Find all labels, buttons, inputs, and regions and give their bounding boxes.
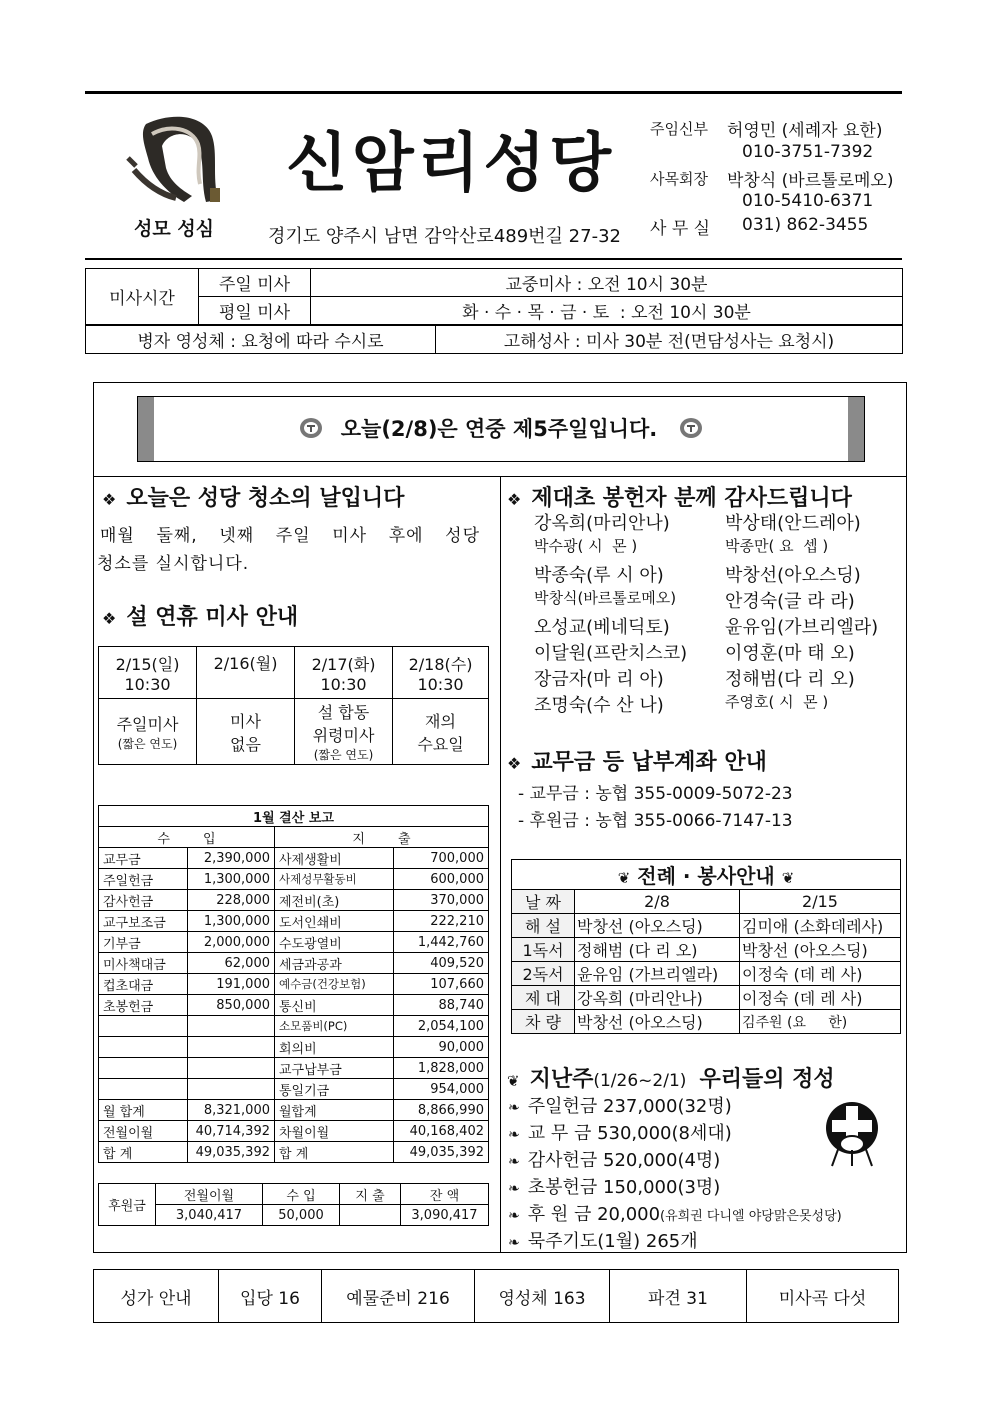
finance-expense-item: 통신비 (275, 995, 394, 1016)
finance-income-amount: 2,000,000 (188, 932, 275, 953)
leaf-bullet-icon: ❧ (508, 1154, 520, 1170)
donor-name: 이달원(프란치스코) (534, 643, 688, 664)
finance-expense-item: 소모품비(PC) (275, 1016, 394, 1037)
confession-info: 고해성사 : 미사 30분 전(면담성사는 요청시) (436, 326, 903, 354)
contact-phone-priest: 010-3751-7392 (742, 142, 874, 162)
liturgy-row (512, 986, 901, 1010)
right-ornament-icon (679, 417, 703, 439)
finance-row (99, 869, 489, 890)
finance-expense-item: 월합계 (275, 1100, 394, 1121)
holiday-time-3: 10:30 (417, 674, 464, 694)
finance-expense-item: 교구납부금 (275, 1058, 394, 1079)
finance-income-amount: 228,000 (188, 890, 275, 911)
finance-income-item: 컵초대금 (99, 974, 188, 995)
header-bottom-rule (85, 258, 902, 260)
mass-type-sunday: 주일 미사 (199, 269, 311, 297)
contact-phone-president: 010-5410-6371 (742, 191, 874, 211)
holiday-desc-1b: 없음 (230, 734, 261, 754)
liturgy-minister: 이정숙 (데 레 사) (740, 962, 901, 986)
finance-row (99, 848, 489, 869)
finance-income-amount: 191,000 (188, 974, 275, 995)
contact-label-president: 사목회장 (650, 170, 708, 188)
hymn-offertory: 예물준비 216 (322, 1270, 475, 1323)
finance-income-item: 합 계 (99, 1142, 188, 1163)
cleaning-section-title: ❖ 오늘은 성당 청소의 날입니다 (102, 486, 405, 511)
finance-row (99, 1037, 489, 1058)
finance-income-amount: 62,000 (188, 953, 275, 974)
finance-income-amount (188, 1079, 275, 1100)
holiday-desc-2c: (짧은 연도) (313, 748, 374, 762)
finance-expense-amount: 49,035,392 (394, 1142, 489, 1163)
liturgy-table (511, 859, 901, 1034)
finance-expense-item: 합 계 (275, 1142, 394, 1163)
liturgy-minister: 박창선 (아오스딩) (740, 938, 901, 962)
finance-income-item: 교무금 (99, 848, 188, 869)
donor-name: 안경숙(글 라 라) (725, 591, 855, 612)
liturgy-row (512, 914, 901, 938)
finance-expense-item: 사제생활비 (275, 848, 394, 869)
liturgy-role: 1독서 (512, 938, 575, 962)
leaf-bullet-icon: ❧ (508, 1208, 520, 1224)
liturgy-minister: 윤유임 (가브리엘라) (575, 962, 740, 986)
finance-expense-item: 세금과공과 (275, 953, 394, 974)
finance-expense-amount: 600,000 (394, 869, 489, 890)
contact-name-priest: 허영민 (세례자 요한) (727, 121, 883, 141)
offering-line: ❧ 후 원 금 20,000(유희권 다니엘 야당맑은못성당) (508, 1204, 842, 1225)
finance-income-item (99, 1016, 188, 1037)
holiday-desc-1a: 미사 (230, 711, 261, 731)
content-divider-vertical (500, 476, 501, 1253)
praying-cross-icon (822, 1100, 886, 1168)
heart-bullet-icon: ❦ (617, 869, 631, 887)
donor-name: 강옥희(마리안나) (534, 513, 670, 534)
finance-row (99, 974, 489, 995)
holiday-time-0: 10:30 (124, 674, 171, 694)
liturgy-row (512, 938, 901, 962)
donor-name: 이영훈(마 태 오) (725, 643, 855, 664)
holiday-desc-0a: 주일미사 (116, 714, 179, 734)
liturgy-role: 해 설 (512, 914, 575, 938)
finance-expense-amount: 107,660 (394, 974, 489, 995)
finance-income-amount (188, 1058, 275, 1079)
liturgy-header-week1: 2/8 (575, 890, 740, 914)
finance-income-amount: 2,390,000 (188, 848, 275, 869)
finance-income-amount (188, 1037, 275, 1058)
offering-line: ❧ 주일헌금 237,000(32명) (508, 1096, 732, 1117)
leaf-bullet-icon: ❧ (508, 1181, 520, 1197)
finance-expense-amount: 1,828,000 (394, 1058, 489, 1079)
holiday-date-0: 2/15(일) (115, 654, 180, 674)
left-ornament-icon (299, 417, 323, 439)
donor-name: 박수광( 시 몬 ) (534, 537, 638, 555)
support-header-0: 전월이월 (156, 1184, 263, 1205)
finance-title: 1월 결산 보고 (99, 806, 489, 827)
account-line-dues: - 교무금 : 농협 355-0009-5072-23 (518, 784, 793, 804)
diamond-bullet-icon: ❖ (102, 609, 117, 628)
finance-expense-item: 제전비(초) (275, 890, 394, 911)
cleaning-text-line2: 청소를 실시합니다. (97, 554, 250, 574)
hymn-guide-label: 성가 안내 (94, 1270, 219, 1323)
liturgy-minister: 이정숙 (데 레 사) (740, 986, 901, 1010)
finance-rows (99, 848, 489, 1163)
finance-expense-amount: 1,442,760 (394, 932, 489, 953)
holiday-time-2: 10:30 (320, 674, 367, 694)
sick-communion: 병자 영성체 : 요청에 따라 수시로 (86, 326, 436, 354)
liturgy-role: 제 대 (512, 986, 575, 1010)
donor-name: 윤유임(가브리엘라) (725, 617, 879, 638)
hymn-communion: 영성체 163 (475, 1270, 610, 1323)
liturgy-minister: 박창선 (아오스딩) (575, 914, 740, 938)
finance-row (99, 890, 489, 911)
finance-expense-item: 도서인쇄비 (275, 911, 394, 932)
accounts-section-title: ❖ 교무금 등 납부계좌 안내 (507, 750, 767, 775)
offering-section-title: ❦ 지난주(1/26~2/1) 우리들의 정성 (507, 1067, 835, 1092)
finance-expense-amount: 954,000 (394, 1079, 489, 1100)
logo-caption: 성모 성심 (134, 218, 215, 240)
donor-name: 조명숙(수 산 나) (534, 695, 664, 716)
finance-income-item: 감사헌금 (99, 890, 188, 911)
holiday-desc-3b: 수요일 (417, 734, 464, 754)
donor-name: 정해범(다 리 오) (725, 669, 855, 690)
finance-income-amount: 1,300,000 (188, 869, 275, 890)
support-value-0: 3,040,417 (156, 1205, 263, 1226)
contact-phone-office: 031) 862-3455 (742, 215, 869, 235)
support-header-3: 잔 액 (401, 1184, 489, 1205)
finance-row (99, 1016, 489, 1037)
finance-row (99, 1058, 489, 1079)
support-value-2 (340, 1205, 401, 1226)
donors-section-title: ❖ 제대초 봉헌자 분께 감사드립니다 (507, 486, 852, 511)
finance-row (99, 911, 489, 932)
contact-label-priest: 주임신부 (650, 120, 708, 138)
finance-row (99, 953, 489, 974)
hymn-mass-setting: 미사곡 다섯 (747, 1270, 899, 1323)
finance-expense-header: 지 출 (275, 827, 489, 848)
heart-bullet-icon: ❦ (781, 869, 795, 887)
leaf-bullet-icon: ❧ (508, 1235, 520, 1251)
cleaning-text-line1: 매월 둘째, 넷째 주일 미사 후에 성당 (100, 526, 480, 546)
finance-row (99, 995, 489, 1016)
sunday-banner (137, 396, 865, 462)
donor-name: 박창선(아오스딩) (725, 565, 861, 586)
holiday-mass-table (98, 646, 489, 765)
hymn-entrance: 입당 16 (219, 1270, 322, 1323)
finance-expense-item: 통일기금 (275, 1079, 394, 1100)
leaf-bullet-icon: ❧ (508, 1127, 520, 1143)
support-donor-note: (유희권 다니엘 야당맑은못성당) (660, 1209, 842, 1224)
donor-name: 박종숙(루 시 아) (534, 565, 664, 586)
donor-name: 장금자(마 리 아) (534, 669, 664, 690)
finance-row (99, 1121, 489, 1142)
offering-line: ❧ 초봉헌금 150,000(3명) (508, 1177, 721, 1198)
finance-expense-item: 회의비 (275, 1037, 394, 1058)
donor-name: 박종만( 요 셉 ) (725, 537, 829, 555)
finance-income-item: 초봉헌금 (99, 995, 188, 1016)
finance-income-item: 월 합계 (99, 1100, 188, 1121)
finance-expense-item: 예수금(건강보험) (275, 974, 394, 995)
liturgy-rows (512, 914, 901, 1034)
diamond-bullet-icon: ❖ (507, 754, 522, 773)
finance-income-amount: 40,714,392 (188, 1121, 275, 1142)
donor-name: 박상태(안드레아) (725, 513, 861, 534)
support-fund-table (98, 1183, 489, 1226)
liturgy-role: 차 량 (512, 1010, 575, 1034)
liturgy-minister: 김주원 (요 한) (740, 1010, 901, 1034)
finance-expense-item: 수도광열비 (275, 932, 394, 953)
leaf-bullet-icon: ❧ (508, 1100, 520, 1116)
offering-line: ❧ 묵주기도(1월) 265개 (508, 1231, 698, 1252)
finance-income-item: 주일헌금 (99, 869, 188, 890)
finance-income-amount: 1,300,000 (188, 911, 275, 932)
parish-title: 신암리성당 (286, 127, 616, 201)
liturgy-minister: 강옥희 (마리안나) (575, 986, 740, 1010)
finance-row (99, 1079, 489, 1100)
finance-income-item: 미사책대금 (99, 953, 188, 974)
finance-expense-amount: 222,210 (394, 911, 489, 932)
account-line-support: - 후원금 : 농협 355-0066-7147-13 (518, 811, 793, 831)
mass-times-label: 미사시간 (86, 269, 199, 325)
finance-income-item: 전월이월 (99, 1121, 188, 1142)
liturgy-minister: 박창선 (아오스딩) (575, 1010, 740, 1034)
liturgy-header-date: 날 짜 (512, 890, 575, 914)
support-value-3: 3,090,417 (401, 1205, 489, 1226)
holiday-desc-3a: 재의 (425, 711, 456, 731)
finance-expense-amount: 8,866,990 (394, 1100, 489, 1121)
holiday-date-1: 2/16(월) (213, 654, 278, 673)
support-header-2: 지 출 (340, 1184, 401, 1205)
contact-name-president: 박창식 (바르톨로메오) (727, 171, 894, 191)
mass-time-sunday: 교중미사 : 오전 10시 30분 (311, 269, 903, 297)
diamond-bullet-icon: ❖ (102, 490, 117, 509)
finance-expense-amount: 40,168,402 (394, 1121, 489, 1142)
holiday-date-3: 2/18(수) (408, 654, 473, 674)
donor-name: 오성교(베네딕토) (534, 617, 670, 638)
mass-times-table (85, 268, 903, 325)
finance-income-amount (188, 1016, 275, 1037)
heart-bullet-icon: ❦ (507, 1072, 520, 1090)
donor-name: 박창식(바르톨로메오) (534, 589, 677, 607)
donor-name: 주영호( 시 몬 ) (725, 693, 829, 711)
liturgy-header-week2: 2/15 (740, 890, 901, 914)
finance-expense-amount: 2,054,100 (394, 1016, 489, 1037)
finance-income-item (99, 1037, 188, 1058)
holiday-section-title: ❖ 설 연휴 미사 안내 (102, 605, 299, 630)
finance-income-item (99, 1058, 188, 1079)
sacrament-table (85, 325, 903, 354)
finance-row (99, 1100, 489, 1121)
contact-label-office: 사 무 실 (650, 219, 711, 239)
hymn-recessional: 파견 31 (610, 1270, 747, 1323)
liturgy-role: 2독서 (512, 962, 575, 986)
liturgy-title: 전례 · 봉사안내 (637, 864, 775, 888)
header-top-rule (85, 91, 902, 94)
mass-type-weekday: 평일 미사 (199, 297, 311, 325)
finance-table (98, 805, 489, 1163)
offering-line: ❧ 교 무 금 530,000(8세대) (508, 1123, 732, 1144)
diamond-bullet-icon: ❖ (507, 490, 522, 509)
holiday-desc-2b: 위령미사 (312, 726, 375, 745)
finance-expense-amount: 409,520 (394, 953, 489, 974)
finance-income-amount: 49,035,392 (188, 1142, 275, 1163)
liturgy-row (512, 1010, 901, 1034)
finance-expense-amount: 90,000 (394, 1037, 489, 1058)
support-fund-label: 후원금 (99, 1184, 156, 1226)
liturgy-minister: 김미애 (소화데레사) (740, 914, 901, 938)
liturgy-row (512, 962, 901, 986)
holiday-desc-2a: 설 합동 (317, 703, 370, 722)
hymn-guide-table (93, 1269, 899, 1323)
mass-time-weekday: 화 · 수 · 목 · 금 · 토 : 오전 10시 30분 (311, 297, 903, 325)
finance-expense-item: 사제성무활동비 (275, 869, 394, 890)
banner-text: 오늘(2/8)은 연중 제5주일입니다. (340, 417, 658, 441)
finance-income-header: 수 입 (99, 827, 275, 848)
finance-income-item: 기부금 (99, 932, 188, 953)
finance-expense-amount: 88,740 (394, 995, 489, 1016)
finance-expense-amount: 700,000 (394, 848, 489, 869)
finance-income-amount: 8,321,000 (188, 1100, 275, 1121)
holiday-desc-0b: (짧은 연도) (117, 736, 178, 751)
finance-income-amount: 850,000 (188, 995, 275, 1016)
finance-row (99, 932, 489, 953)
finance-expense-amount: 370,000 (394, 890, 489, 911)
support-header-1: 수 입 (263, 1184, 340, 1205)
finance-income-item: 교구보조금 (99, 911, 188, 932)
parish-address: 경기도 양주시 남면 감악산로489번길 27-32 (268, 226, 621, 247)
finance-expense-item: 차월이월 (275, 1121, 394, 1142)
finance-income-item (99, 1079, 188, 1100)
holiday-date-2: 2/17(화) (311, 654, 376, 674)
finance-row (99, 1142, 489, 1163)
liturgy-minister: 정해범 (다 리 오) (575, 938, 740, 962)
offering-line: ❧ 감사헌금 520,000(4명) (508, 1150, 721, 1171)
support-value-1: 50,000 (263, 1205, 340, 1226)
sacred-heart-logo-icon (126, 110, 228, 206)
